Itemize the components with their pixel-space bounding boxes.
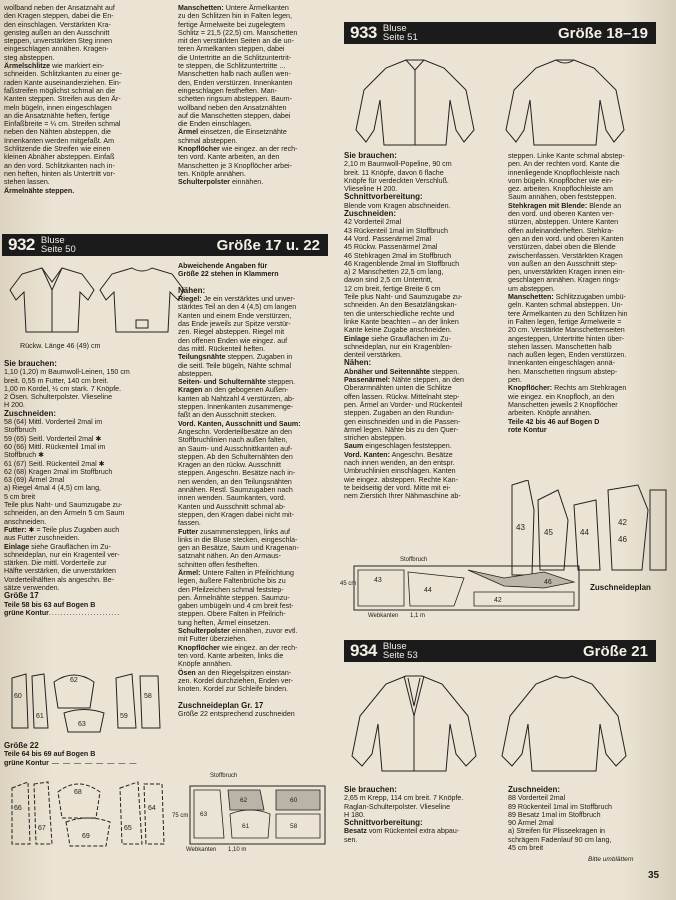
svg-text:66: 66 (14, 805, 22, 812)
pattern-name: Bluse (382, 22, 407, 34)
svg-text:44: 44 (424, 587, 432, 594)
svg-text:58: 58 (144, 693, 152, 700)
heading-inline: Ärmelnähte steppen. (4, 186, 75, 195)
svg-text:59: 59 (120, 713, 128, 720)
paragraph: einsetzen, die Einsetznähte schmal absteppen. (178, 128, 287, 145)
heading-inline: Manschetten: (178, 4, 224, 12)
cutting-layout-933 (344, 558, 584, 618)
svg-text:63: 63 (200, 811, 208, 818)
section-heading: Schnittvorbereitung: (344, 818, 423, 828)
label-width: 1,10 m (228, 847, 247, 853)
heading-inline: Futter (178, 527, 199, 536)
blouse-934-illustration (346, 666, 656, 776)
paragraph: 2,10 m Baumwoll-Popeline, 90 cm breit. 11 Knöpfe, davon 6 flache Knöpfe für verdeckten Verschluß. Vlieseline H 200. (344, 160, 452, 194)
section-heading: Nähen: (178, 285, 206, 295)
paragraph: wie markiert ein- schneiden. Schlitzkanten zu einer ge- raden Kante auseinanderziehen. Ein- faßstreifen möglichst schmal an die Kanten steppen. Streifen aus den Är- meln bügeln, innen eingeschlagen an die Ansatznähte heften, fertige Einfaßbreite = ¼ cm. Streifen schmal neben den Nähten absteppen, die Innenkanten werden mitgefaßt. Am Schlitzende die Streifen wie einen kleinen Abnäher absteppen. Einfaß an den vord. Schlitzkanten nach in- nen heften, hinten als Untertritt vor- stehen lassen. (4, 62, 122, 187)
svg-text:67: 67 (38, 825, 46, 832)
section-heading: Sie brauchen: (344, 785, 397, 794)
heading-inline: Ärmel (178, 128, 199, 137)
pattern-933-header (344, 22, 656, 44)
section-heading: Zuschneiden: (344, 209, 397, 219)
heading-inline: Vord. Kanten, Ausschnitt und Saum: (178, 419, 301, 428)
heading-inline: Saum (344, 442, 364, 451)
section-heading: Zuschneideplan Gr. 17 (178, 700, 264, 710)
heading-inline: Knopflöcher: (508, 384, 553, 393)
paragraph: 88 Vorderteil 2mal 89 Rückenteil 1mal im Stoffbruch 89 Besatz 1mal im Stoffbruch 90 Ärmel 2mal a) Streifen für Plisseekragen in schrägem Fadenlauf 90 cm lang, 45 cm breit (508, 794, 612, 853)
heading-inline: Ärmel: (178, 568, 201, 577)
pattern-page: Seite 51 (382, 32, 418, 43)
svg-text:64: 64 (148, 805, 156, 812)
heading-inline: Knopflöcher (178, 145, 220, 154)
heading-inline: Einlage (344, 334, 370, 343)
heading-inline: Riegel: (178, 295, 202, 304)
paragraph: steppen. Linke Kante schmal abstep- pen. An der rechten vord. Kante die innenliegende Knopflochleiste nach vorn bügeln. Knopflöcher wie ein- gez. arbeiten. Knopflochleiste am Saum annähen, oben feststeppen. (508, 152, 625, 202)
svg-text:63: 63 (78, 721, 86, 728)
svg-text:58: 58 (290, 823, 298, 830)
svg-text:44: 44 (580, 528, 589, 537)
paragraph: Blende an den vord. und oberen Kanten ver- stürzen, absteppen. Untere Kanten offen aufeinanderheften. Stehkra- gen an den vord. und oberen Kanten verstürzen, dabei oben die Blende zwischenfassen. Verstärkten Kragen von außen an den Ausschnitt step- pen, unverstärkten Kragen innen ein- geschlagen annähen. Kragen rings- um absteppen. (508, 201, 625, 293)
col1-932-gr22: Größe 22 Teile 64 bis 69 auf Bogen B grüne Kontur — — — — — — — — (4, 741, 138, 767)
col2-932-text (178, 262, 334, 718)
pattern-sheet-ref: Teile 42 bis 46 auf Bogen D rote Kontur (508, 417, 600, 434)
pattern-number: 933 (350, 23, 377, 42)
pattern-sheet-ref: Teile 64 bis 69 auf Bogen B (4, 750, 96, 759)
svg-text:61: 61 (242, 823, 250, 830)
heading-inline: Abnäher und Seitennähte (344, 367, 430, 376)
heading-inline: Seiten- und Schulternähte (178, 378, 266, 387)
svg-text:43: 43 (516, 523, 525, 532)
heading-inline: Einlage (4, 542, 30, 551)
cutting-layout-932 (180, 780, 330, 850)
paragraph: zusammensteppen, links auf links in die Bluse stecken, eingeschla- gen an Besätze, Saum und Kragenan- satznaht nähen. An den Armaus- schnitten offen festheften. (178, 527, 299, 569)
paragraph: vom Rückenteil extra abpau- sen. (344, 827, 460, 844)
paragraph: Angeschn. Vorderteilbesätze an den Stoffbruchlinien nach außen falten, an Saum- und Ausschnittkanten auf- steppen. Ab den Schulternähten den Kragen an den rückw. Ausschnitt steppen. Angeschn. Besätze nach in- nen wenden, an den Teilungsnähten annähen. Restl. Saumzugaben nach innen wenden. Saumkanten, vord. Kanten und Ausschnitt schmal ab- steppen, den Kragen dabei nicht mit- fassen. (178, 427, 296, 528)
pattern-name: Bluse (40, 234, 65, 246)
pattern-size: Größe 21 (582, 642, 648, 660)
heading-inline: Ösen (178, 668, 196, 677)
col4-934-text (508, 786, 670, 852)
pattern-number: 934 (350, 641, 377, 660)
paragraph: Teile plus Naht- und Saumzugabe zu- schneiden. An den Besatzlängskan- ten die unterschiedliche rechte und linke Kante beachten – an der linken Kante keine Zugabe anschneiden. (344, 293, 463, 335)
heading-inline: Schulterpolster (178, 627, 231, 636)
svg-text:45: 45 (544, 528, 553, 537)
paragraph: steppen. (265, 378, 296, 387)
heading-inline: Manschetten: (508, 293, 554, 302)
pattern-934-header (344, 640, 656, 662)
note-brackets: Abweichende Angaben für Größe 22 stehen in Klammern (178, 262, 279, 279)
col4-933-text (508, 152, 670, 434)
size-heading: Größe 17 (4, 591, 39, 601)
pattern-number: 932 (8, 235, 35, 254)
heading-inline: Kragen (178, 386, 203, 395)
pattern-pieces-932-gr22 (4, 774, 170, 854)
label-height: 45 cm (340, 581, 357, 587)
paragraph: siehe Grauflächen im Zu- schneideplan, nur ein Kragenblen- denteil verstärken. (344, 334, 453, 360)
svg-text:46: 46 (618, 535, 627, 544)
cutting-layout-label: Zuschneideplan (590, 583, 651, 592)
paragraph: Untere Ärmelkanten zu den Schlitzen hin in Falten legen, fertige Ärmelweite bei zugelegtem Schlitz = 21,5 (22,5) cm. Manschetten mit den verstärkten Seiten an die un- teren Ärmelkanten steppen, dabei die Untertritte an die Schlitzuntertrit- te steppen, die Schlitzuntertritte ... Manschetten halb nach außen wen- den, Enden verstürzen. Innenkanten eingeschlagen festheften. Man- schetten ringsum absteppen. Baum- wollband neben den Ansatznähten auf die Manschetten steppen, dabei die Enden einschlagen. (178, 4, 298, 129)
svg-text:65: 65 (124, 825, 132, 832)
paragraph: Größe 22 entsprechend zuschneiden (178, 710, 295, 719)
paragraph: Schlitzzugaben umbü- geln. Kanten schmal absteppen. Un- tere Ärmelkanten zu den Schlitzen hin in Falten legen, fertige Ärmelweite = 20 cm. Verstärkte Manschettenseiten angesteppen, Untertritte hinten über- stehen lassen. Manschetten halb nach außen legen, Enden verstürzen. Innenkanten eingeschlagen annä- hen. Manschetten ringsum abstep- pen. (508, 293, 628, 385)
pattern-932-header (2, 234, 328, 256)
pattern-page: Seite 50 (40, 244, 76, 255)
label-height: 75 cm (172, 813, 189, 819)
label-webkanten: Webkanten (368, 613, 399, 619)
pattern-name-block (383, 24, 418, 43)
svg-text:62: 62 (70, 677, 78, 684)
svg-text:46: 46 (544, 579, 552, 586)
paragraph: Rechts am Stehkragen wie eingez. ein Knopfloch, an den Manschetten jeweils 2 Knopflöcher arbeiten. Knöpfe annähen. (508, 384, 627, 418)
page-number: 35 (648, 870, 660, 881)
col3-934-text (344, 786, 504, 844)
label-stoffbruch: Stoffbruch (210, 773, 238, 779)
svg-text:62: 62 (240, 797, 248, 804)
heading-inline: Vord. Kanten: (344, 450, 390, 459)
paragraph: ✱ = Teile plus Zugaben auch aus Futter zuschneiden. (4, 525, 120, 543)
paragraph: Je ein verstärktes und unver- stärktes Teil an den 4 (4,5) cm langen Kanten und einem Ende verstürzen, das Ende jeweils zur Spitze verstür- zen. Riegel absteppen. Riegel mit den offenen Enden wie eingez. auf das mittl. Rückenteil heften. (178, 295, 297, 353)
blouse-932-illustration (2, 260, 192, 340)
pattern-pieces-932-gr17 (4, 668, 170, 738)
label-stoffbruch: Stoffbruch (400, 557, 428, 563)
pattern-size: Größe 18–19 (557, 24, 648, 42)
heading-inline: Passenärmel: (344, 376, 391, 385)
paragraph: 1,10 (1,20) m Baumwoll-Leinen, 150 cm breit. 0,55 m Futter, 140 cm breit. 1,00 m Kordel, ½ cm stark. 7 Knöpfe. 2 Ösen. Schulterpolster. Vlieseline H 200. (4, 368, 130, 410)
section-heading: Schnittvorbereitung: (344, 192, 423, 202)
heading-inline: Stehkragen mit Blende: (508, 201, 588, 210)
paragraph: 58 (64) Mittl. Vorderteil 2mal im Stoffbruch 59 (65) Seitl. Vorderteil 2mal ✱ 60 (66) Mittl. Rückenteil 1mal im Stoffbruch ✱ 61 (67) Seitl. Rückenteil 2mal ✱ 62 (68) Kragen 2mal im Stoffbruch 63 (69) Ärmel 2mal a) Riegel 4mal 4 (4,5) cm lang, 5 cm breit (4, 418, 113, 501)
paragraph: eingeschlagen feststeppen. (363, 442, 452, 451)
heading-inline: Teilungsnähte (178, 353, 226, 362)
back-length: Rückw. Länge 46 (49) cm (20, 342, 101, 350)
label-webkanten: Webkanten (186, 847, 217, 853)
pattern-page: Seite 53 (382, 650, 418, 661)
paragraph: wie eingez. an der rech- ten vord. Kante arbeiten, links die Knöpfe annähen. (178, 643, 298, 669)
paragraph: einnähen. (230, 178, 264, 187)
paragraph: Nähte steppen, an den Oberarmnähten unten die Schlitze offen lassen. Rückw. Mittelnaht step- pen. Ärmel an Vorder- und Rückenteil steppen. Zugaben an den Rundun- gen einschneiden und in die Passen- ärmel legen. Nähte bis zu den Quer- strichen absteppen. (344, 376, 464, 443)
svg-text:42: 42 (494, 597, 502, 604)
contour-ref: grüne Kontur (4, 608, 49, 617)
heading-inline: Besatz (344, 827, 367, 836)
col2-top-text (178, 4, 338, 187)
paragraph: Teile plus Naht- und Saumzugabe zu- schneiden, an den Ärmeln 5 cm Saum anschneiden. (4, 501, 125, 526)
pattern-size: Größe 17 u. 22 (216, 236, 320, 254)
col1-932-text: Sie brauchen: 1,10 (1,20) m Baumwoll-Leinen, 150 cm breit. 0,55 m Futter, 140 cm breit. 1,00 m Kordel, ½ cm stark. 7 Knöpfe. 2 Ösen. Schulterpolster. Vlieseline H 200. Zuschneiden: 58 (64) Mittl. Vorderteil 2mal im Stoffbruch 59 (65) Seitl. Vorderteil 2mal ✱ 60 (66) Mittl. Rückenteil 1mal im Stoffbruch ✱ 61 (67) Seitl. Rückenteil 2mal ✱ 62 (68) Kragen 2mal im Stoffbruch 63 (69) Ärmel 2mal a) Riegel 4mal 4 (4,5) cm lang, 5 cm breit Teile plus Naht- und Saumzugabe zu- schneiden, an den Ärmeln 5 cm Saum anschneiden. Futter: ✱ = Teile plus Zugaben auch aus Futter zuschneiden. Einlage siehe Grauflächen im Zu- schneideplan, nur ein Kragenteil ver- stärken. Die mittl. Vorderteile zur Hälfte verstärken, die unverstärkten Vorderteilhälften als angeschn. Be- sätze verwenden. Größe 17 Teile 58 bis 63 auf Bogen B grüne Kontur........................ (4, 359, 130, 617)
svg-text:68: 68 (74, 789, 82, 796)
paragraph: steppen. Zugaben in die seitl. Teile bügeln, Nähte schmal absteppen. (178, 353, 293, 378)
svg-text:69: 69 (82, 833, 90, 840)
paragraph: 2,65 m Krepp, 114 cm breit. 7 Knöpfe. Raglan-Schulterpolster. Vlieseline H 180. (344, 794, 464, 819)
svg-text:60: 60 (290, 797, 298, 804)
paragraph: einnähen, zuvor evtl. mit Futter überziehen. (178, 627, 298, 644)
section-heading: Sie brauchen: (4, 359, 57, 368)
svg-text:61: 61 (36, 713, 44, 720)
contour-ref: grüne Kontur (4, 758, 49, 767)
section-heading: Zuschneiden: (508, 785, 561, 794)
paragraph: wie eingez. an der rech- ten vord. Kante arbeiten, an den Manschetten je 3 Knopflöcher arbei- ten. Knöpfe annähen. (178, 145, 298, 178)
label-width: 1,1 m (410, 613, 426, 619)
col1-top-text (4, 4, 168, 195)
paragraph: an den Riegelspitzen einstan- zen. Kordel durchziehen, Enden ver- knoten. Kordel zur Schleife binden. (178, 668, 294, 694)
blouse-933-illustration (346, 50, 656, 150)
paragraph: steppen. (429, 367, 460, 376)
paragraph: wollband neben der Ansatznaht auf den Kragen steppen, dabei die En- den einschlagen. Verstärkten Kra- gensteg außen an den Ausschnitt steppen, unverstärkten Steg innen eingeschlagen annähen. Kragen- steg absteppen. (4, 4, 115, 62)
paragraph: Angeschn. Besätze nach innen wenden, an den entspr. Umbruchlinien einschlagen. Kanten wie eingez. absteppen. Rechte Kan- te beidseitig der vord. Mitte mit ei- nem Zierstich Ihrer Nähmaschine ab- (344, 450, 461, 501)
pattern-name-block (41, 236, 76, 255)
section-heading: Sie brauchen: (344, 151, 397, 160)
size-heading: Größe 22 (4, 741, 39, 750)
paragraph: 42 Vorderteil 2mal 43 Rückenteil 1mal im Stoffbruch 44 Vord. Passenärmel 2mal 45 Rückw. Passenärmel 2mal 46 Stehkragen 2mal im Stoffbruch 46 Kragenblende 2mal im Stoffbruch a) 2 Manschetten 22,5 cm lang, davon sind 2,5 cm Untertritt, 12 cm breit, fertige Breite 6 cm (344, 218, 460, 293)
paragraph: Blende vom Kragen abschneiden. (344, 201, 451, 210)
paragraph: Untere Falten in Pfeilrichtung legen, äußere Faltenbrüche bis zu den Pfeilzeichen schmal feststep- pen. Ärmelnähte steppen. Saumzu- gaben umbügeln und 4 cm breit fest- steppen. Obere Falten in Pfeilrich- tung heften, Ärmel einsetzen. (178, 568, 294, 627)
pattern-name-block (383, 642, 418, 661)
col3-933-text (344, 152, 504, 500)
paragraph: an den gebogenen Außen- kanten ab Nahtzahl 4 verstürzen, ab- steppen. Innenkanten zusammenge- faßt an den Ausschnitt stecken. (178, 386, 295, 420)
heading-inline: Knopflöcher (178, 643, 220, 652)
section-heading: Nähen: (344, 358, 372, 368)
svg-text:43: 43 (374, 577, 382, 584)
paragraph: siehe Grauflächen im Zu- schneideplan, nur ein Kragenteil ver- stärken. Die mittl. Vorderteile zur Hälfte verstärken, die unverstärkten Vorderteilhälften als angeschn. Be- sätze verwenden. (4, 542, 120, 593)
svg-text:60: 60 (14, 693, 22, 700)
heading-inline: Schulterpolster (178, 178, 231, 187)
heading-inline: Ärmelschlitze (4, 62, 51, 71)
svg-text:42: 42 (618, 518, 627, 527)
pattern-name: Bluse (382, 640, 407, 652)
please-turn-page: Bitte umblättern (588, 856, 634, 863)
section-heading: Zuschneiden: (4, 408, 57, 418)
pattern-sheet-ref: Teile 58 bis 63 auf Bogen B (4, 600, 96, 609)
heading-inline: Futter: (4, 525, 27, 534)
